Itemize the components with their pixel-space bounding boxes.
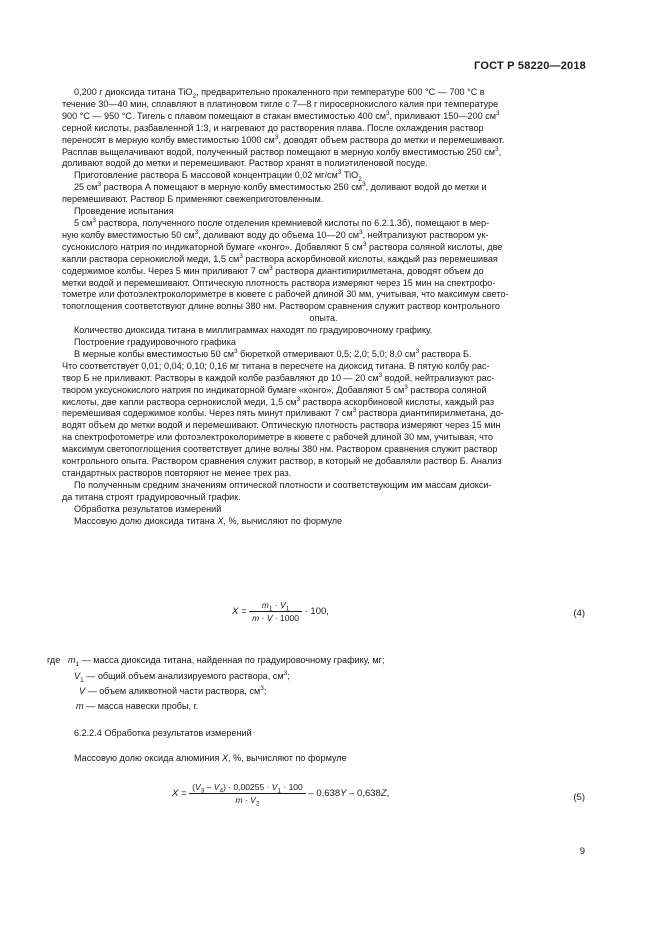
paragraph-calibration: В мерные колбы вместимостью 50 $см^3$ бюреткой отмеривают 0,5; 2,0; 5,0; 8,0 $см^3$ раствора Б. Что соответствует 0,01; 0,04; 0,10; 0,16 мг титана в пересчете на диоксид титана. В пятую колбу рас- твор Б не приливают. Растворы в каждой колбе разбавляют до 10 — 20 $см^3$ водой, нейтрализуют рас- твором уксуснокислого натрия по индикаторной бумаге «конго». Добавляют 5 $см^3$ раствора соляной кислоты, две капли раствора сернокислой меди, 1,5 $см^3$ раствора аскорбиновой кислоты, каждый раз перемешивая содержимое колбы. Через пять минут приливают 7 $см^3$ раствора диантипирилметана, до- водят объем до метки водой и перемешивают. Оптическую плотность раствора измеряют через 15 мин на спектрофотометре или фотоэлектроколориметре в кювете с рабочей длиной 30 мм, учитывая, что максимум светопоглощения соответствует длине волны 380 нм. Раствором сравнения служит раствор контрольного опыта. Раствором сравнения служит раствор, в который не добавляли раствор Б. Анализ стандартных растворов повторяют не менее трех раз.	[62, 347, 504, 478]
paragraph-tio2-fusion: 0,200 г диоксида титана TiO$_2$, предварительно прокаленного при температуре 600 °С — 700 °С в течение 30—40 мин, сплавляют в платиновом тигле с 7—8 г пиросернокислого калия при температуре 900 °С — 950 °С. Тигель с плавом помещают в стакан вместимостью 400 $см^3$, приливают 150—200 $см^3$ серной кислоты, разбавленной 1:3, и нагревают до растворения плава. После охлаждения раствор переносят в мерную колбу вместимостью 1000 $см^3$, доводят объем раствора до метки и перемешивают. Расплав выщелачивают водой, полученный раствор помещают в мерную колбу вместимостью 250 $см^3$, доливают водой до метки и перемешивают. Раствор хранят в полиэтиленовой посуде.	[62, 87, 505, 169]
paragraph-quantity: Количество диоксида титана в миллиграммах находят по градуировочному графику.	[74, 325, 433, 336]
formula-5-fraction: $\frac{(V_3 - V_4) \cdot 0,00255 \cdot V_1 \cdot 100}{m \cdot V_2}$	[189, 782, 306, 805]
paragraph-solution-b: 25 $см^3$ раствора А помещают в мерную колбу вместимостью 250 $см^3$, доливают водой до метки и перемешивают. Раствор Б применяют свежеприготовленным.	[62, 181, 487, 205]
formula-4-intro: Массовую долю диоксида титана X, %, вычисляют по формуле	[74, 515, 343, 526]
heading-prep-solution-b: Приготовление раствора Б массовой концентрации 0,02 $мг/см^3$ TiO$_2$	[74, 169, 362, 184]
variables-legend	[47, 655, 585, 715]
paragraph-calibration-graph: По полученным средним значениям оптической плотности и соответствующим им массам диокси- да титана строят градуировочный график.	[62, 479, 492, 502]
formula-5-intro: Массовую долю оксида алюминия X, %, вычисляют по формуле	[74, 753, 347, 763]
legend-row-m1: где $m_1$ — масса диоксида титана, найденная по градуировочному графику, мг;	[47, 655, 385, 668]
heading-processing: Обработка результатов измерений	[74, 503, 222, 514]
legend-row-v: V — объем аликвотной части раствора, $см^3$;	[79, 684, 267, 696]
section-6-2-2-4	[62, 728, 585, 740]
formula-4: X = $\frac{m_1 \cdot V_1}{m \cdot V \cdot 1000}$ · 100, (4)	[232, 600, 585, 623]
heading-calibration: Построение градуировочного графика	[74, 337, 236, 348]
main-text	[62, 87, 585, 528]
formula-5: X = $\frac{(V_3 - V_4) \cdot 0,00255 \cdot V_1 \cdot 100}{m \cdot V_2}$ – 0,638Y – 0,638Z, (5)	[172, 782, 585, 808]
document-code: ГОСТ Р 58220—2018	[474, 60, 586, 72]
formula-5-number: (5)	[573, 792, 585, 803]
legend-row-v1: $V_1$ — общий объем анализируемого раствора, $см^3$;	[74, 669, 290, 684]
section-6-2-2-4-heading: 6.2.2.4 Обработка результатов измерений	[74, 728, 252, 738]
heading-test-procedure: Проведение испытания	[74, 206, 174, 217]
legend-row-m: m — масса навески пробы, г.	[76, 701, 199, 711]
paragraph-test-procedure: 5 $см^3$ раствора, полученного после отделения кремниевой кислоты по 6.2.1.3б), помещают в мер- ную колбу вместимостью 50 $см^3$, доливают воду до объема 10—20 $см^3$, нейтрализуют раствором ук- суснокислого натрия по индикаторной бумаге «конго». Добавляют 5 $см^3$ раствора соляной кислоты, две капли раствора сернокислой меди, 1,5 $см^3$ раствора аскорбиновой кислоты, каждый раз перемешивая содержимое колбы. Через 5 мин приливают 7 $см^3$ раствора диантипирилметана, доводят объем до метки водой и перемешивают. Оптическую плотность раствора измеряют через 15 мин на спектрофо- тометре или фотоэлектроколориметре в кювете с рабочей длиной 30 мм, учитывая, что максимум свето- топоглощения соответствуют длине волны 380 нм. Раствором сравнения служит раствор контрольного опыта.	[62, 216, 509, 324]
page-number: 9	[579, 846, 585, 857]
formula-4-fraction: $\frac{m_1 \cdot V_1}{m \cdot V \cdot 1000}$	[249, 600, 302, 623]
formula-4-number: (4)	[573, 608, 585, 619]
